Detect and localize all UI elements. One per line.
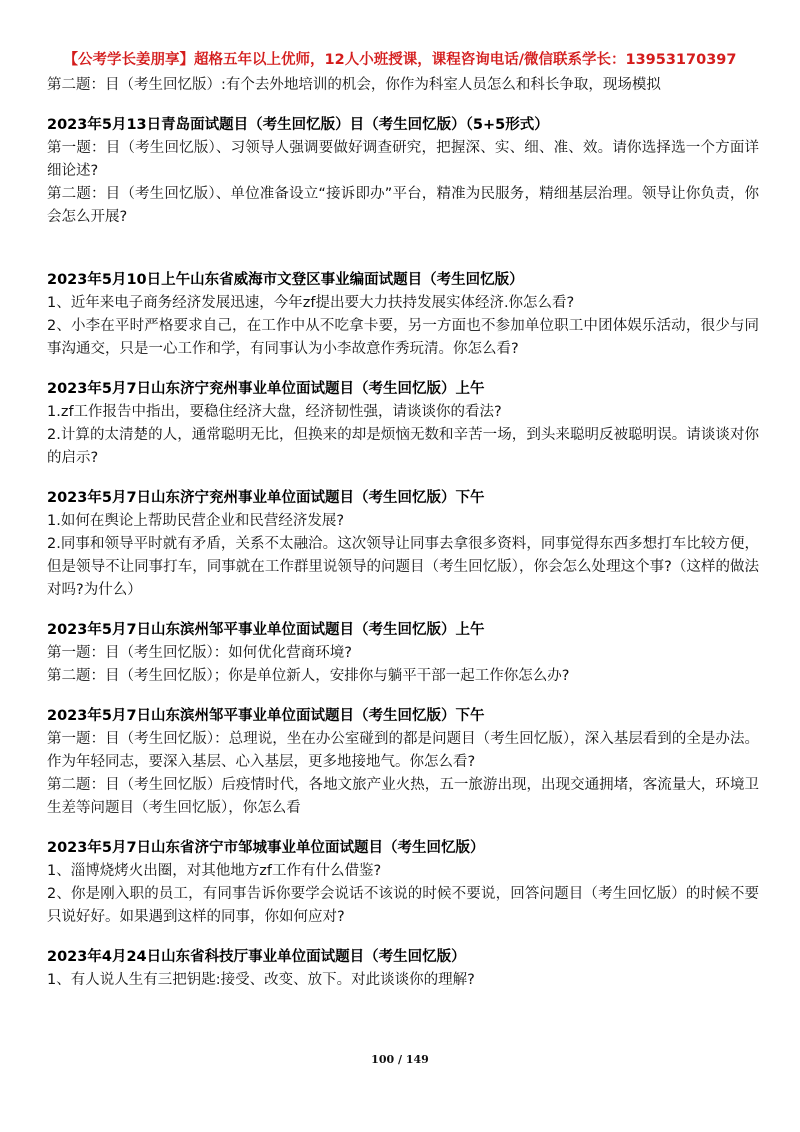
page-total: 149 <box>405 1053 429 1066</box>
question-paragraph: 1.zf工作报告中指出，要稳住经济大盘，经济韧性强，请谈谈你的看法? <box>47 404 502 420</box>
promo-banner: 【公考学长姜朋享】超格五年以上优师，12人小班授课，课程咨询电话/微信联系学长：13953170397 <box>63 52 737 68</box>
section-title: 2023年5月7日山东滨州邹平事业单位面试题目（考生回忆版）上午 <box>47 622 485 638</box>
section-title: 2023年5月7日山东滨州邹平事业单位面试题目（考生回忆版）下午 <box>47 708 485 724</box>
question-paragraph: 1、淄博烧烤火出圈，对其他地方zf工作有什么借鉴? <box>47 863 382 879</box>
section-zouping-am <box>47 619 759 688</box>
page-number <box>0 1052 800 1068</box>
section-wendeng-0510 <box>47 269 759 361</box>
question-paragraph: 第一题：目（考生回忆版）、习领导人强调要做好调查研究，把握深、实、细、准、效。请你选择选一个方面详细论述? <box>47 140 759 179</box>
question-paragraph: 1.如何在舆论上帮助民营企业和民营经济发展? <box>47 513 345 529</box>
section-keji-ting <box>47 946 759 992</box>
question-paragraph: 2.计算的太清楚的人，通常聪明无比，但换来的却是烦恼无数和辛苦一场，到头来聪明反被聪明误。请谈谈对你的启示? <box>47 427 759 466</box>
section-title: 2023年5月7日山东省济宁市邹城事业单位面试题目（考生回忆版） <box>47 840 485 856</box>
section-qingdao-0513 <box>47 114 759 229</box>
section-zoucheng <box>47 837 759 929</box>
section-yanzhou-am <box>47 378 759 470</box>
page-current: 100 <box>371 1053 395 1066</box>
page-separator: / <box>397 1053 403 1066</box>
question-paragraph: 第一题：目（考生回忆版）：如何优化营商环境? <box>47 645 352 661</box>
question-paragraph: 2、小李在平时严格要求自己，在工作中从不吃拿卡要，另一方面也不参加单位职工中团体娱乐活动，很少与同事沟通交，只是一心工作和学，有同事认为小李故意作秀玩清。你怎么看? <box>47 318 759 357</box>
section-yanzhou-pm <box>47 487 759 602</box>
question-paragraph: 第二题：目（考生回忆版）、单位准备设立“接诉即办”平台，精准为民服务，精细基层治理。领导让你负责，你会怎么开展? <box>47 186 759 225</box>
section-zouping-pm <box>47 705 759 820</box>
question-paragraph: 2.同事和领导平时就有矛盾，关系不太融洽。这次领导让同事去拿很多资料，同事觉得东西多想打车比较方便，但是领导不让同事打车，同事就在工作群里说领导的问题目（考生回忆版），你会怎么处理这个事?（这样的做法对吗?为什么） <box>47 536 759 598</box>
top-fragment-line: 第二题：目（考生回忆版）:有个去外地培训的机会，你作为科室人员怎么和科长争取，现场模拟 <box>47 77 661 93</box>
section-title: 2023年5月10日上午山东省威海市文登区事业编面试题目（考生回忆版） <box>47 272 524 288</box>
section-title: 2023年5月7日山东济宁兖州事业单位面试题目（考生回忆版）上午 <box>47 381 485 397</box>
question-paragraph: 1、近年来电子商务经济发展迅速，今年zf提出要大力扶持发展实体经济.你怎么看? <box>47 295 575 311</box>
section-title: 2023年5月13日青岛面试题目（考生回忆版）目（考生回忆版）（5+5形式） <box>47 117 549 133</box>
question-paragraph: 第二题：目（考生回忆版）后疫情时代，各地文旅产业火热，五一旅游出现，出现交通拥堵，客流量大，环境卫生差等问题目（考生回忆版），你怎么看 <box>47 777 759 816</box>
question-paragraph: 第二题：目（考生回忆版）；你是单位新人，安排你与躺平干部一起工作你怎么办? <box>47 668 570 684</box>
document-body <box>47 74 759 992</box>
section-title: 2023年5月7日山东济宁兖州事业单位面试题目（考生回忆版）下午 <box>47 490 485 506</box>
section-title: 2023年4月24日山东省科技厅事业单位面试题目（考生回忆版） <box>47 949 466 965</box>
question-paragraph: 2、你是刚入职的员工，有同事告诉你要学会说话不该说的时候不要说，回答问题目（考生回忆版）的时候不要只说好好。如果遇到这样的同事，你如何应对? <box>47 886 759 925</box>
question-paragraph: 第一题：目（考生回忆版）：总理说，坐在办公室碰到的都是问题目（考生回忆版），深入基层看到的全是办法。作为年轻同志，要深入基层、心入基层，更多地接地气。你怎么看? <box>47 731 759 770</box>
question-paragraph: 1、有人说人生有三把钥匙:接受、改变、放下。对此谈谈你的理解? <box>47 972 475 988</box>
